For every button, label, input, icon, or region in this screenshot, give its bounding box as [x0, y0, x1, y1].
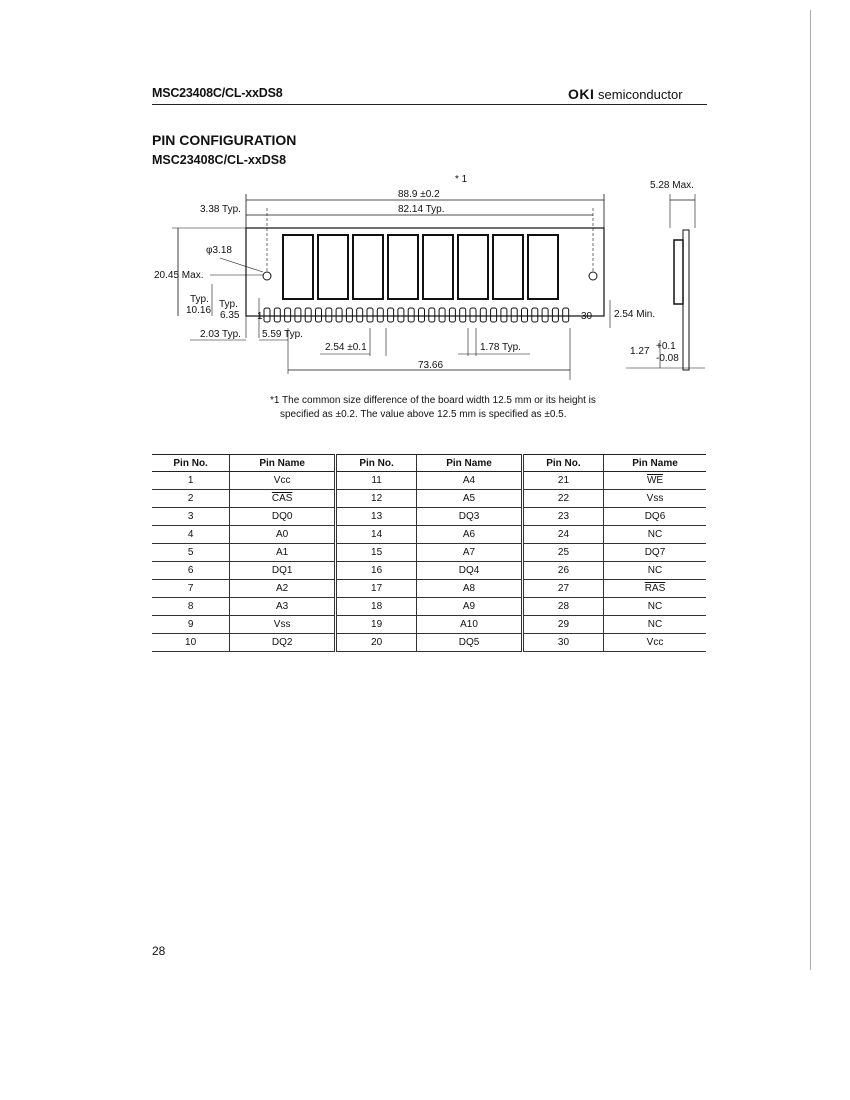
table-row	[152, 562, 706, 580]
pin-number-cell: 29	[522, 616, 603, 634]
pin-number-cell: 18	[336, 598, 417, 616]
mounting-hole-right	[589, 272, 597, 280]
pin-number-cell: 15	[336, 544, 417, 562]
pin-number-cell: 25	[522, 544, 603, 562]
module-dimension-drawing	[150, 168, 710, 390]
contact-pad	[522, 308, 528, 322]
dim-5-59-label: 5.59 Typ.	[262, 329, 303, 340]
table-row	[152, 616, 706, 634]
contact-pad	[326, 308, 332, 322]
pin-number-cell: 13	[336, 508, 417, 526]
pin-name-cell: DQ1	[230, 562, 336, 580]
section-subtitle: MSC23408C/CL-xxDS8	[152, 153, 287, 167]
col-header: Pin No.	[336, 455, 417, 472]
pin-number-cell: 12	[336, 490, 417, 508]
pin-number-cell: 16	[336, 562, 417, 580]
pin-name-cell: Vss	[603, 490, 706, 508]
pin-name-cell: NC	[603, 562, 706, 580]
contact-pad	[398, 308, 404, 322]
pin-name-cell: $\overline{WE}$	[603, 472, 706, 490]
contact-pad	[264, 308, 270, 322]
dram-chips	[283, 235, 558, 299]
col-header: Pin Name	[603, 455, 706, 472]
page-number: 28	[152, 944, 166, 958]
pin-name-cell: DQ4	[417, 562, 523, 580]
col-header: Pin Name	[230, 455, 336, 472]
header-brand	[568, 86, 683, 102]
footnote-line-1: *1 The common size difference of the board width 12.5 mm or its height is	[270, 395, 596, 406]
table-row	[152, 544, 706, 562]
pin-name-cell: A0	[230, 526, 336, 544]
dim-thickness-label: 5.28 Max.	[650, 180, 694, 191]
dim-pitch-label: 2.54 ±0.1	[325, 342, 367, 353]
footnote-mark: * 1	[455, 174, 468, 185]
pin-number-cell: 22	[522, 490, 603, 508]
dim-2-03-label: 2.03 Typ.	[200, 329, 241, 340]
pin-name-cell: A3	[230, 598, 336, 616]
footnote	[270, 394, 670, 422]
pin-number-cell: 26	[522, 562, 603, 580]
col-header: Pin No.	[152, 455, 230, 472]
pin-name-cell: $\overline{CAS}$	[230, 490, 336, 508]
pin-number-cell: 7	[152, 580, 230, 598]
brand-suffix: semiconductor	[598, 87, 683, 102]
pin-table-header	[152, 455, 706, 472]
contact-pad	[449, 308, 455, 322]
contact-pad	[388, 308, 394, 322]
pin-number-cell: 17	[336, 580, 417, 598]
dim-contact-min-label: 2.54 Min.	[614, 309, 656, 320]
contact-pad	[285, 308, 291, 322]
table-row	[152, 490, 706, 508]
contact-pad	[552, 308, 558, 322]
pin-name-cell: A1	[230, 544, 336, 562]
pin-number-cell: 28	[522, 598, 603, 616]
pin-number-cell: 23	[522, 508, 603, 526]
pin-first-label: 1	[257, 311, 263, 322]
table-row	[152, 634, 706, 652]
contact-pad	[511, 308, 517, 322]
contact-pad	[563, 308, 569, 322]
pin-number-cell: 2	[152, 490, 230, 508]
dim-tol-minus-label: -0.08	[656, 353, 679, 364]
pin-name-cell: A4	[417, 472, 523, 490]
contact-pad	[439, 308, 445, 322]
dim-width-label: 88.9 ±0.2	[398, 189, 440, 200]
pin-number-cell: 27	[522, 580, 603, 598]
pin-number-cell: 5	[152, 544, 230, 562]
pin-number-cell: 24	[522, 526, 603, 544]
pin-name-cell: NC	[603, 616, 706, 634]
pin-number-cell: 3	[152, 508, 230, 526]
pin-table	[152, 454, 706, 652]
mounting-hole-left	[263, 272, 271, 280]
dim-typ-b: Typ.	[219, 299, 238, 310]
dim-left-offset-label: 3.38 Typ.	[200, 204, 241, 215]
pin-name-cell: Vcc	[230, 472, 336, 490]
contact-pad	[408, 308, 414, 322]
pin-name-cell: A9	[417, 598, 523, 616]
header-part-number: MSC23408C/CL-xxDS8	[152, 86, 283, 100]
contact-pad	[429, 308, 435, 322]
pin-number-cell: 10	[152, 634, 230, 652]
pin-name-cell: $\overline{RAS}$	[603, 580, 706, 598]
pin-number-cell: 21	[522, 472, 603, 490]
pin-name-cell: A2	[230, 580, 336, 598]
dim-hole-dia-label: φ3.18	[206, 245, 232, 256]
col-header: Pin No.	[522, 455, 603, 472]
table-row	[152, 580, 706, 598]
pin-name-cell: Vcc	[603, 634, 706, 652]
contact-pad	[367, 308, 373, 322]
dim-10-16-label: 10.16	[186, 305, 212, 316]
dim-pad-label: 1.78 Typ.	[480, 342, 521, 353]
pin-name-cell: NC	[603, 598, 706, 616]
scan-edge-line	[810, 10, 811, 970]
pin-name-cell: DQ2	[230, 634, 336, 652]
pin-number-cell: 14	[336, 526, 417, 544]
pin-number-cell: 8	[152, 598, 230, 616]
pin-name-cell: DQ5	[417, 634, 523, 652]
pin-number-cell: 11	[336, 472, 417, 490]
table-row	[152, 598, 706, 616]
contact-pad	[532, 308, 538, 322]
contact-pad	[274, 308, 280, 322]
pin-name-cell: DQ3	[417, 508, 523, 526]
contact-pad	[316, 308, 322, 322]
contact-pad	[419, 308, 425, 322]
pin-name-cell: DQ6	[603, 508, 706, 526]
module-board-outline	[246, 228, 604, 316]
pin-number-cell: 9	[152, 616, 230, 634]
pin-name-cell: A8	[417, 580, 523, 598]
dim-total-label: 73.66	[418, 360, 444, 371]
table-row	[152, 508, 706, 526]
header-rule	[152, 104, 707, 105]
pin-name-cell: NC	[603, 526, 706, 544]
contact-pad	[346, 308, 352, 322]
side-view-board	[683, 230, 689, 370]
dim-height-label: 20.45 Max.	[154, 270, 204, 281]
dim-tol-plus-label: +0.1	[656, 341, 676, 352]
pin-name-cell: A5	[417, 490, 523, 508]
contact-pad	[305, 308, 311, 322]
contact-pad	[377, 308, 383, 322]
side-view-chip	[674, 240, 683, 304]
contact-pad	[336, 308, 342, 322]
section-title: PIN CONFIGURATION	[152, 132, 297, 148]
pin-number-cell: 6	[152, 562, 230, 580]
dim-hole-span-label: 82.14 Typ.	[398, 204, 445, 215]
contact-pad	[491, 308, 497, 322]
pin-number-cell: 30	[522, 634, 603, 652]
pin-name-cell: A7	[417, 544, 523, 562]
oki-logo: OKI	[568, 86, 595, 102]
pin-name-cell: DQ7	[603, 544, 706, 562]
contact-pad	[295, 308, 301, 322]
pin-name-cell: Vss	[230, 616, 336, 634]
contact-pad	[460, 308, 466, 322]
contact-pad	[470, 308, 476, 322]
pin-last-label: 30	[581, 311, 593, 322]
contact-pad	[542, 308, 548, 322]
pin-name-cell: A10	[417, 616, 523, 634]
edge-contacts	[264, 308, 569, 322]
pin-number-cell: 19	[336, 616, 417, 634]
dim-tol-base-label: 1.27	[630, 346, 650, 357]
footnote-line-2: specified as ±0.2. The value above 12.5 mm is specified as ±0.5.	[280, 409, 567, 420]
contact-pad	[357, 308, 363, 322]
dim-6-35-label: 6.35	[220, 310, 240, 321]
pin-name-cell: A6	[417, 526, 523, 544]
contact-pad	[480, 308, 486, 322]
table-row	[152, 526, 706, 544]
pin-number-cell: 4	[152, 526, 230, 544]
contact-pad	[501, 308, 507, 322]
pin-number-cell: 1	[152, 472, 230, 490]
col-header: Pin Name	[417, 455, 523, 472]
pin-name-cell: DQ0	[230, 508, 336, 526]
dim-typ-a: Typ.	[190, 294, 209, 305]
pin-number-cell: 20	[336, 634, 417, 652]
table-row	[152, 472, 706, 490]
